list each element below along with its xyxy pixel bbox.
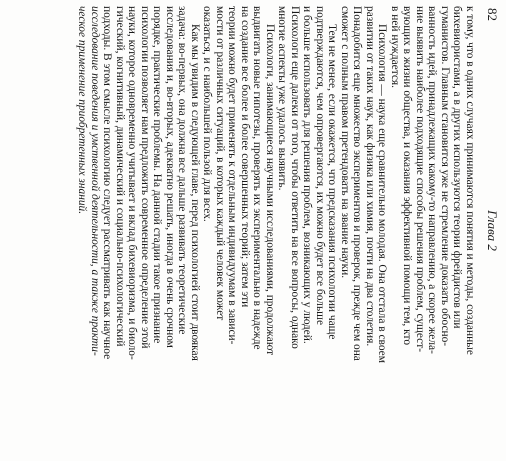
text-line: подходы. В этом смысле психологию следует рассматривать как научное	[101, 6, 114, 360]
text-line: Психологи еще далеки от того, чтобы ответить на все вопросы, однако	[289, 6, 301, 349]
text-line: Понадобится еще множество экспериментов и проверок, прежде чем она	[351, 6, 364, 361]
text-line: Как мы увидим в следующей главе, перед психологией стоит двоякая	[189, 24, 201, 361]
text-line: исследование поведения и умственной деятельности, а также практи-	[89, 6, 101, 356]
text-line: теории можно будет применять к отдельным индивидуумам в зависи-	[226, 6, 239, 345]
text-line: Тем не менее, если окажется, что предсказания психологии чаще	[326, 24, 339, 340]
text-line: ческое применение приобретенных знаний.	[76, 6, 89, 215]
text-line: науки, которое одновременно учитывает и вклад бихевиоризма, и биоло-	[126, 6, 139, 360]
text-line: оказаться, и с наибольшей пользой для всех.	[201, 6, 214, 222]
text-line: развитии от таких наук, как физика или химия, почти на два столетия.	[364, 6, 376, 347]
body-text	[0, 6, 476, 458]
text-line: вующих в жизни общества, и оказания эффективной помощи тем, кто	[401, 6, 414, 346]
text-line: на создание все более и более совершенных теорий; затем эти	[239, 6, 251, 308]
text-line: ванность идей, принадлежащих какому-то направлению, а скорее жела-	[426, 6, 439, 354]
text-line: задача: во-первых, она должна все дальше развивать теоретические	[176, 6, 189, 335]
text-line: и больше использовать для решения проблем, возникающих у людей.	[301, 6, 314, 344]
page-number: 82	[485, 8, 500, 21]
text-line: выдвигать новые гипотезы, проверять их экспериментально в надежде	[251, 6, 264, 350]
text-line: гический, когнитивный, динамический и социально-психологический	[114, 6, 126, 347]
text-line: Психология — наука еще сравнительно молодая. Она отстала в своем	[376, 24, 389, 363]
text-line: ние выявить наиболее подходящие способы решения проблем, сущест-	[414, 6, 426, 352]
text-line: исследования и, во-вторых, адекватно решать, иногда в очень срочном	[164, 6, 176, 348]
text-line: в ней нуждается.	[389, 6, 401, 88]
text-line: психологии позволяет нам предложить современное определение этой	[139, 6, 151, 349]
text-line: мости от различных ситуаций, в которых каждый человек может	[214, 6, 226, 321]
text-line: подтверждаются, чем опровергаются, их можно будет все больше	[314, 6, 326, 326]
text-line: порядке, практические проблемы. На данной стадии такое признание	[151, 6, 164, 344]
text-line: к тому, что в одних случаях принимаются понятия и методы, созданные	[464, 6, 476, 355]
text-line: Психологи, занимающиеся научными исследованиями, продолжают	[264, 24, 276, 356]
running-head-chapter: Глава 2	[485, 210, 500, 251]
text-line: сможет с полным правом претендовать на звание науки.	[339, 6, 351, 279]
text-line: бихевиористами, а в других используются теории фрейдистов или	[451, 6, 464, 329]
text-line: многие аспекты уже удалось выявить.	[276, 6, 289, 191]
text-line: гуманистов. Главным становится уже не стремление доказать обосно-	[439, 6, 451, 347]
